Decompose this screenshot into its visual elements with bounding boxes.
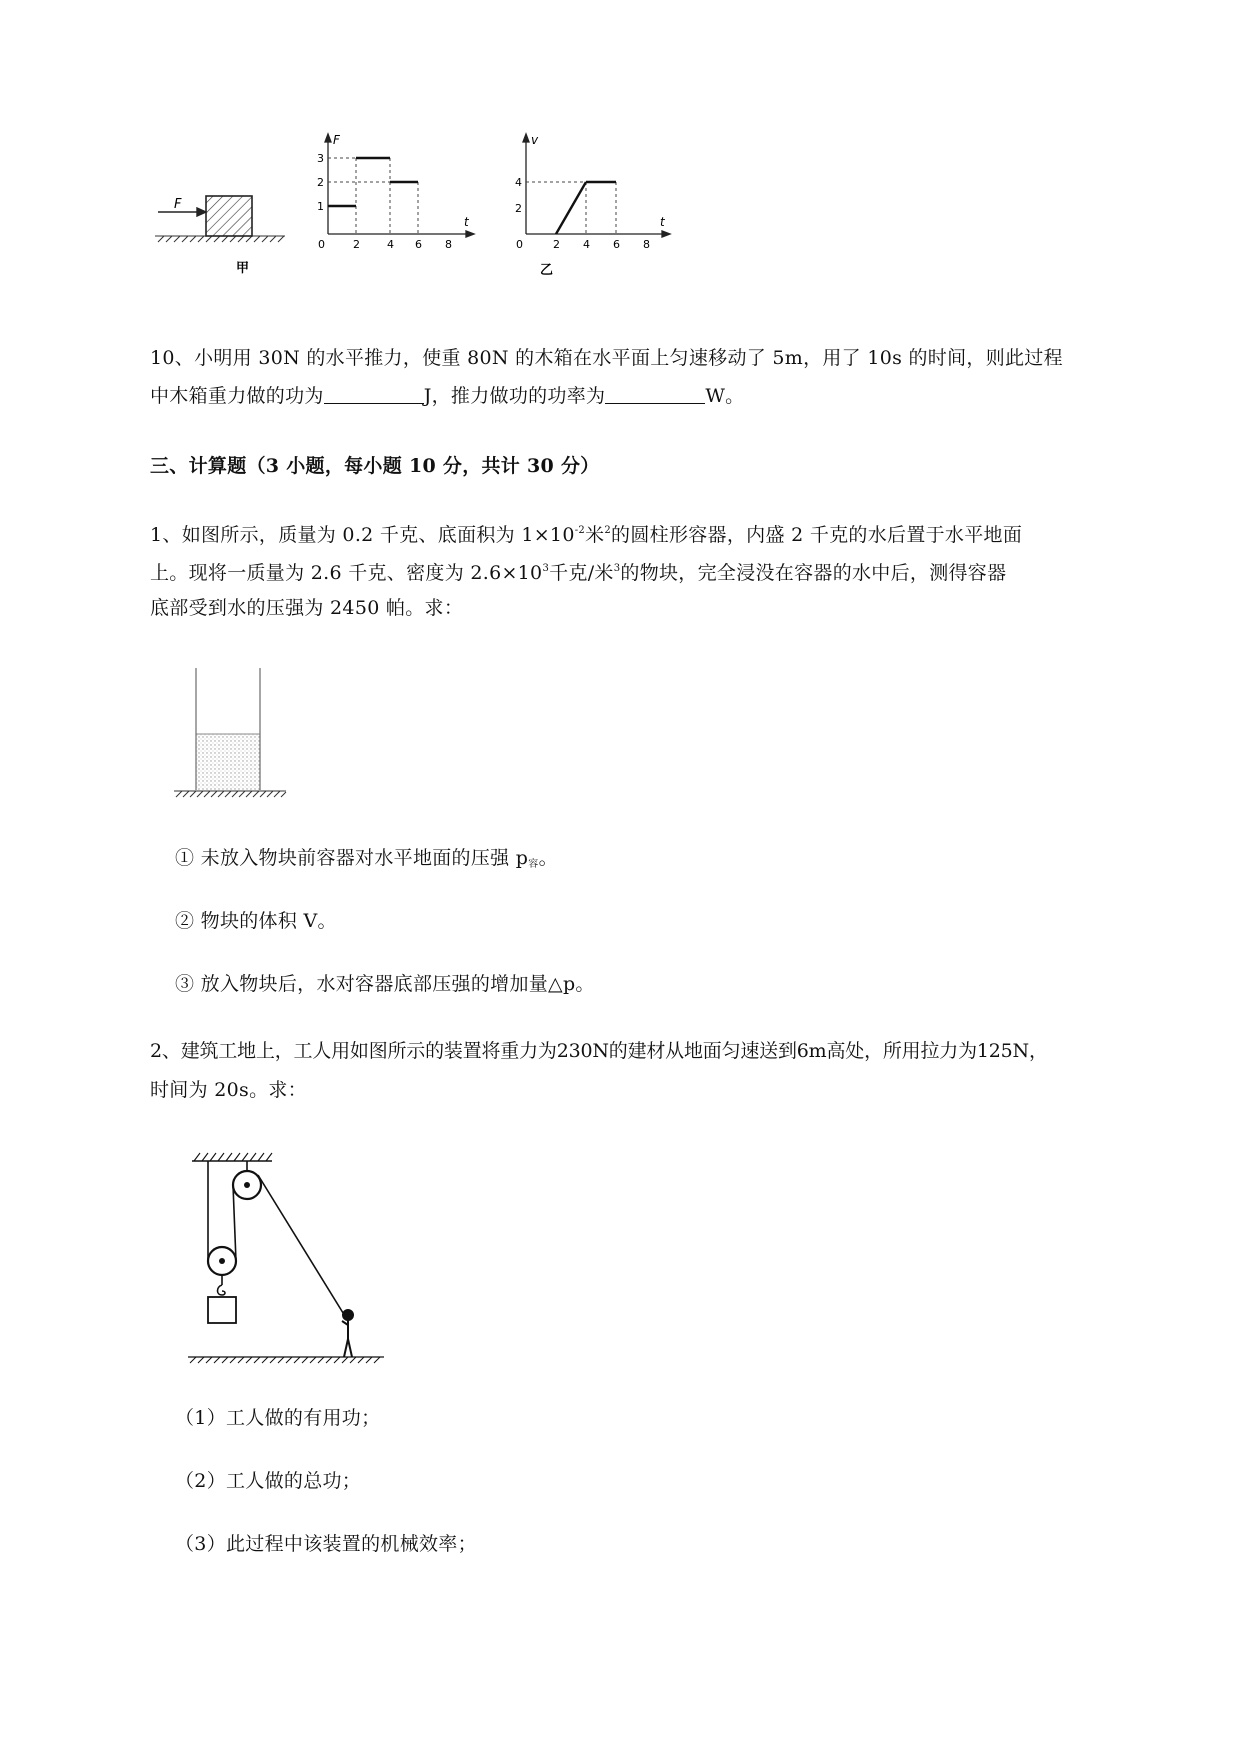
answer-blank bbox=[605, 383, 705, 404]
vt-y-tick: 4 bbox=[515, 176, 522, 189]
ground-hatch bbox=[188, 1357, 384, 1363]
vt-x-tick: 4 bbox=[583, 238, 590, 251]
vt-y-tick: 2 bbox=[515, 202, 522, 215]
c2-sub1: （1）工人做的有用功； bbox=[175, 1407, 381, 1429]
ground-hatch bbox=[174, 791, 286, 797]
worker-figure bbox=[342, 1310, 353, 1357]
c1-text: 的物块，完全浸没在容器的水中后，测得容器 bbox=[620, 562, 1007, 584]
building-material-load bbox=[208, 1297, 236, 1323]
c1-sub1 bbox=[175, 840, 558, 883]
figure-pulley bbox=[170, 1145, 420, 1365]
water bbox=[196, 734, 260, 790]
q10-text-c: W。 bbox=[705, 385, 745, 407]
subscript: 容 bbox=[528, 859, 539, 870]
ground-hatch bbox=[155, 236, 285, 242]
label-jia: 甲 bbox=[236, 261, 250, 276]
answer-blank bbox=[324, 383, 424, 404]
ft-x-tick: 6 bbox=[415, 238, 422, 251]
fixed-pulley bbox=[233, 1161, 261, 1199]
q10-line2 bbox=[150, 378, 1150, 414]
hook bbox=[218, 1275, 226, 1295]
vt-x-tick: 8 bbox=[643, 238, 650, 251]
wooden-block bbox=[206, 196, 252, 236]
c2-sub3: （3）此过程中该装置的机械效率； bbox=[175, 1533, 477, 1555]
c1-text: 1、如图所示，质量为 0.2 千克、底面积为 1×10 bbox=[150, 524, 575, 546]
ft-x-axis-label: t bbox=[464, 215, 469, 229]
c1-text: 上。现将一质量为 2.6 千克、密度为 2.6×10 bbox=[150, 562, 543, 584]
c1-sub3: ③ 放入物块后，水对容器底部压强的增加量△p。 bbox=[175, 973, 595, 995]
ft-origin-label: 0 bbox=[318, 238, 325, 251]
figure-top bbox=[150, 130, 750, 280]
vt-graph bbox=[515, 133, 670, 251]
vt-x-axis-label: t bbox=[660, 215, 665, 229]
force-label: F bbox=[174, 197, 182, 212]
label-yi: 乙 bbox=[540, 263, 554, 278]
c1-line2 bbox=[150, 551, 1150, 591]
c1-text: 千克/米 bbox=[549, 562, 614, 584]
vt-x-tick: 6 bbox=[613, 238, 620, 251]
q10-line1: 10、小明用 30N 的水平推力，使重 80N 的木箱在水平面上匀速移动了 5m，用了 10s 的时间，则此过程 bbox=[150, 347, 1063, 369]
q10-text-b: J，推力做功的功率为 bbox=[423, 385, 606, 407]
superscript: 2 bbox=[604, 525, 612, 536]
ft-graph bbox=[317, 133, 474, 251]
ft-y-tick: 1 bbox=[317, 200, 324, 213]
c2-line1: 2、建筑工地上，工人用如图所示的装置将重力为230N的建材从地面匀速送到6m高处，所用拉力为125N， bbox=[150, 1040, 1048, 1062]
section-heading: 三、计算题（3 小题，每小题 10 分，共计 30 分） bbox=[150, 455, 600, 477]
ft-y-axis-label: F bbox=[333, 133, 340, 147]
ceiling bbox=[192, 1153, 272, 1161]
ft-x-tick: 2 bbox=[353, 238, 360, 251]
superscript: -2 bbox=[574, 525, 586, 536]
c2-line2: 时间为 20s。求： bbox=[150, 1079, 307, 1101]
ft-x-tick: 4 bbox=[387, 238, 394, 251]
c1-text: 的圆柱形容器，内盛 2 千克的水后置于水平地面 bbox=[611, 524, 1023, 546]
vt-origin-label: 0 bbox=[516, 238, 523, 251]
superscript: 3 bbox=[542, 563, 550, 574]
c1-text: 米 bbox=[585, 524, 605, 546]
c1-sub-text: 。 bbox=[538, 847, 558, 869]
c1-line1 bbox=[150, 513, 1150, 553]
figure-container bbox=[170, 660, 300, 810]
q10-text-a: 中木箱重力做的功为 bbox=[150, 385, 324, 407]
c1-sub-text: ① 未放入物块前容器对水平地面的压强 p bbox=[175, 847, 529, 869]
vt-y-axis-label: v bbox=[531, 133, 539, 147]
ft-x-tick: 8 bbox=[445, 238, 452, 251]
c2-sub2: （2）工人做的总功； bbox=[175, 1470, 362, 1492]
force-arrow bbox=[158, 208, 206, 216]
movable-pulley bbox=[208, 1247, 236, 1275]
ft-y-tick: 3 bbox=[317, 152, 324, 165]
c1-line3: 底部受到水的压强为 2450 帕。求： bbox=[150, 597, 464, 619]
c1-sub2: ② 物块的体积 V。 bbox=[175, 910, 337, 932]
superscript: 3 bbox=[613, 563, 621, 574]
ft-y-tick: 2 bbox=[317, 176, 324, 189]
vt-x-tick: 2 bbox=[553, 238, 560, 251]
